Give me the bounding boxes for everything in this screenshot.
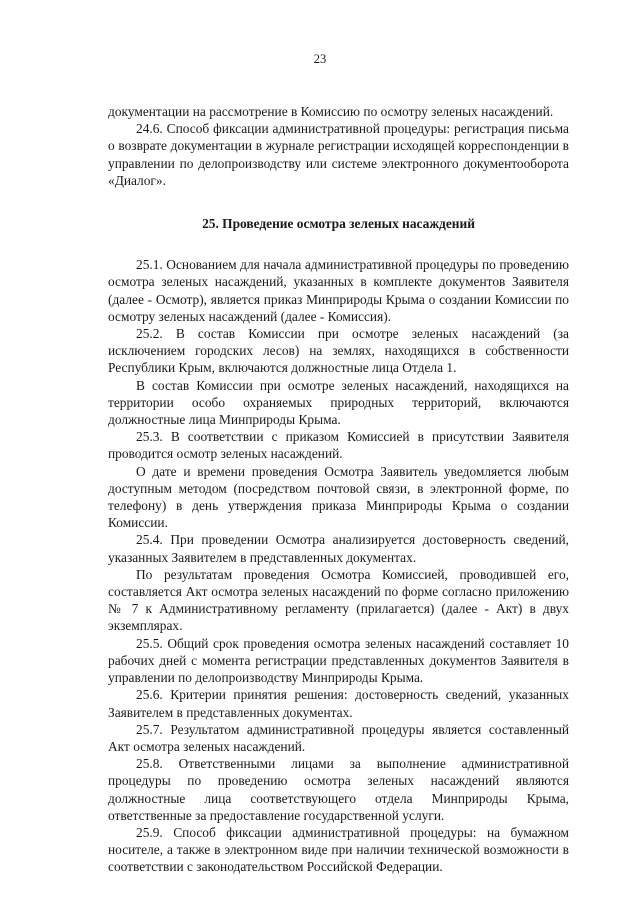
paragraph-25-7: 25.7. Результатом административной процедуры является составленный Акт осмотра зеленых насаждений. bbox=[108, 721, 569, 754]
document-body bbox=[108, 103, 569, 876]
paragraph-25-3: 25.3. В соответствии с приказом Комиссией в присутствии Заявителя проводится осмотр зеленых насаждений. bbox=[108, 429, 569, 462]
paragraph-25-4-cont: По результатам проведения Осмотра Комиссией, проводившей его, составляется Акт осмотра зеленых насаждений по форме согласно приложению № 7 к Административному регламенту (прилагается) (далее - Акт) в двух экземплярах. bbox=[108, 566, 569, 634]
paragraph-25-9: 25.9. Способ фиксации административной процедуры: на бумажном носителе, а также в электронном виде при наличии технической возможности в соответствии с законодательством Российской Федерации. bbox=[108, 824, 569, 875]
page-number: 23 bbox=[313, 52, 327, 66]
paragraph-25-3-cont: О дате и времени проведения Осмотра Заявитель уведомляется любым доступным методом (посредством почтовой связи, в электронной форме, по телефону) в день утверждения приказа Минприроды Крыма о создании Комиссии. bbox=[108, 463, 569, 531]
paragraph-25-8: 25.8. Ответственными лицами за выполнение административной процедуры по проведению осмотра зеленых насаждений являются должностные лица соответствующего отдела Минприроды Крыма, ответственные за предоставление государственной услуги. bbox=[108, 756, 569, 823]
paragraph-25-2: 25.2. В состав Комиссии при осмотре зеленых насаждений (за исключением городских лесов) на землях, находящихся в собственности Республики Крым, включаются должностные лица Отдела 1. bbox=[108, 326, 569, 376]
paragraph-25-6: 25.6. Критерии принятия решения: достоверность сведений, указанных Заявителем в представленных документах. bbox=[108, 687, 569, 720]
paragraph-25-2-cont: В состав Комиссии при осмотре зеленых насаждений, находящихся на территории особо охраняемых природных территорий, включаются должностные лица Минприроды Крыма. bbox=[108, 377, 569, 428]
paragraph-continuation: документации на рассмотрение в Комиссию по осмотру зеленых насаждений. bbox=[108, 104, 554, 119]
paragraph-25-5: 25.5. Общий срок проведения осмотра зеленых насаждений составляет 10 рабочих дней с момента регистрации представленных документов Заявителя в управлении по делопроизводству Минприроды Крыма. bbox=[108, 635, 569, 686]
paragraph-24-6: 24.6. Способ фиксации административной процедуры: регистрация письма о возврате документации в журнале регистрации исходящей корреспонденции в управлении по делопроизводству или системе электронного документооборота «Диалог». bbox=[108, 121, 569, 188]
paragraph-25-1: 25.1. Основанием для начала административной процедуры по проведению осмотра зеленых насаждений, указанных в комплекте документов Заявителя (далее - Осмотр), является приказ Минприроды Крыма о создании Комиссии по осмотру зеленых насаждений (далее - Комиссия). bbox=[108, 257, 569, 324]
section-title: 25. Проведение осмотра зеленых насаждений bbox=[202, 216, 475, 232]
paragraph-25-4: 25.4. При проведении Осмотра анализируется достоверность сведений, указанных Заявителем в представленных документах. bbox=[108, 532, 569, 565]
